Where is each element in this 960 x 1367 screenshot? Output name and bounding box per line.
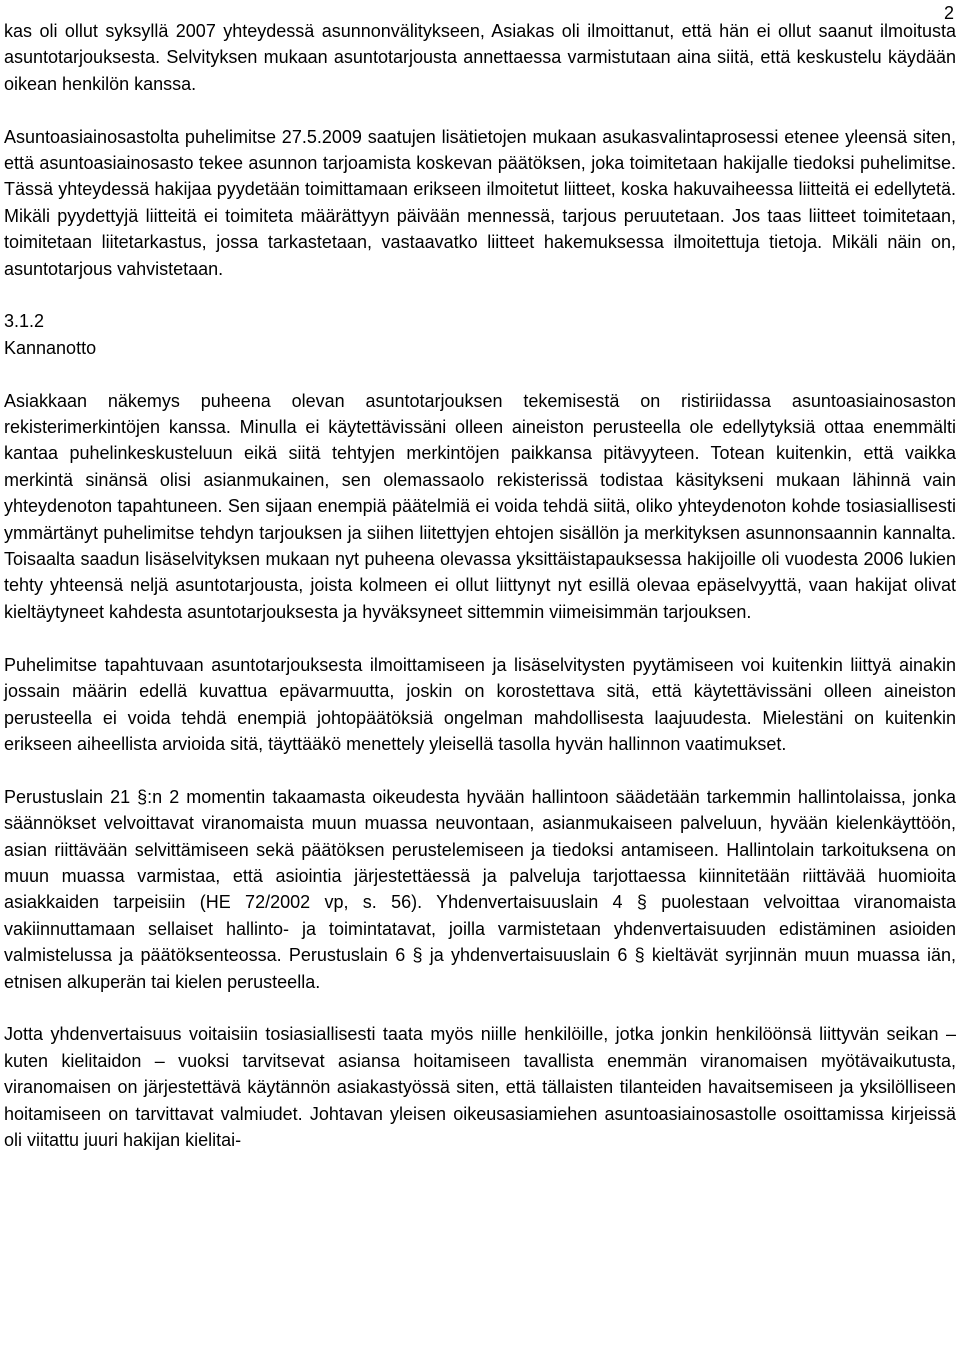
paragraph-additional-info: Asuntoasiainosastolta puhelimitse 27.5.2009 saatujen lisätietojen mukaan asukasvalintaprosessi etenee yleensä siten, että asuntoasiainosasto tekee asunnon tarjoamista koskevan päätöksen, joka toimitetaan hakijalle tiedoksi puhelimitse. Tässä yhteydessä hakijaa pyydetään toimittamaan erikseen ilmoitetut liitteet, koska hakuvaiheessa liitteitä ei edellytetä. Mikäli pyydettyjä liitteitä ei toimiteta määrättyyn päivään mennessä, tarjous peruutetaan. Jos taas liitteet toimitetaan, toimitetaan liitetarkastus, jossa tarkastetaan, vastaavatko liitteet hakemuksessa ilmoitettuja tietoja. Mikäli näin on, asuntotarjous vahvistetaan. — [4, 126, 956, 279]
paragraph-body-1: Asiakkaan näkemys puheena olevan asuntotarjouksen tekemisestä on ristiriidassa asuntoasiainosaston rekisterimerkintöjen kanssa. Minulla ei käytettävissäni olleen aineiston perusteella ole edellytyksiä ottaa enemmälti kantaa puhelinkeskusteluun eikä siitä tehtyjen merkintöjen paikkansa pitävyyteen. Totean kuitenkin, että vaikka merkintä sinänsä olisi asianmukainen, sen olemassaolo rekisterissä todistaa käsitykseni mukaan lähinnä vain yhteydenoton tapahtuneen. Sen sijaan enempiä päätelmiä ei voida tehdä siitä, oliko yhteydenoton kohde tosiasiallisesti ymmärtänyt puhelimitse tehdyn tarjouksen ja siihen liitettyjen ehtojen sisällön ja merkityksen asunnonsaannin kannalta. Toisaalta saadun lisäselvityksen mukaan nyt puheena olevassa yksittäistapauksessa hakijoille oli vuodesta 2006 lukien tehty yhteensä neljä asuntotarjousta, joista kolmeen ei ollut liittynyt nyt esillä olevaa epäselvyyttä, vaan hakijat olivat kieltäytyneet kahdesta asuntotarjouksesta ja hyväksyneet sittemmin viimeisimmän tarjouksen. — [4, 390, 956, 622]
paragraph-body-3: Perustuslain 21 §:n 2 momentin takaamasta oikeudesta hyvään hallintoon säädetään tarkemmin hallintolaissa, jonka säännökset velvoittavat viranomaista muun muassa neuvontaan, asianmukaiseen palveluun, hyvään kielenkäyttöön, asian riittävään selvittämiseen sekä päätöksen perustelemiseen ja tiedoksi antamiseen. Hallintolain tarkoituksena on muun muassa varmistaa, että asiointia järjestettäessä ja palveluja tarjottaessa kiinnitetään riittävää huomioita asiakkaiden tarpeisiin (HE 72/2002 vp, s. 56). Yhdenvertaisuuslain 4 § puolestaan velvoittaa viranomaista vakiinnuttamaan sellaiset hallinto- ja toimintatavat, joilla varmistetaan yhdenvertaisuuden edistäminen asioiden valmistelussa ja päätöksenteossa. Perustuslain 6 § ja yhdenvertaisuuslain 6 § kieltävät syrjinnän muun muassa iän, etnisen alkuperän tai kielen perusteella. — [4, 786, 956, 992]
section-title: Kannanotto — [4, 337, 97, 358]
paragraph-intro: kas oli ollut syksyllä 2007 yhteydessä asunnonvälitykseen, Asiakas oli ilmoittanut, että hän ei ollut saanut ilmoitusta asuntotarjouksesta. Selvityksen mukaan asuntotarjousta annettaessa varmistutaan aina siitä, että keskustelu käydään oikean henkilön kanssa. — [4, 21, 956, 94]
section-number: 3.1.2 — [4, 311, 45, 332]
section-heading — [4, 308, 956, 361]
page-number: 2 — [943, 3, 954, 23]
paragraph-body-4: Jotta yhdenvertaisuus voitaisiin tosiasiallisesti taata myös niille henkilöille, jotka jonkin henkilöönsä liittyvän seikan – kuten kielitaidon – vuoksi tarvitsevat asiansa hoitamiseen tavallista enemmän viranomaisen myötävaikutusta, viranomaisen on järjestettävä käytännön asiakastyössä siten, että tällaisten tilanteiden havaitsemiseen ja yksilölliseen hoitamiseen on tarvittavat valmiudet. Johtavan yleisen oikeusasiamiehen asuntoasiainosastolle osoittamissa kirjeissä oli viitattu juuri hakijan kielitai- — [4, 1024, 956, 1150]
paragraph-body-2: Puhelimitse tapahtuvaan asuntotarjouksesta ilmoittamiseen ja lisäselvitysten pyytämiseen voi kuitenkin liittyä ainakin jossain määrin edellä kuvattua epävarmuutta, joskin on korostettava sitä, että käytettävissäni olleen aineiston perusteella ei voida tehdä enempiä johtopäätöksiä ongelman mahdollisesta laajuudesta. Mielestäni on kuitenkin erikseen aiheellista arvioida sitä, täyttääkö menettely yleisellä tasolla hyvän hallinnon vaatimukset. — [4, 654, 956, 754]
